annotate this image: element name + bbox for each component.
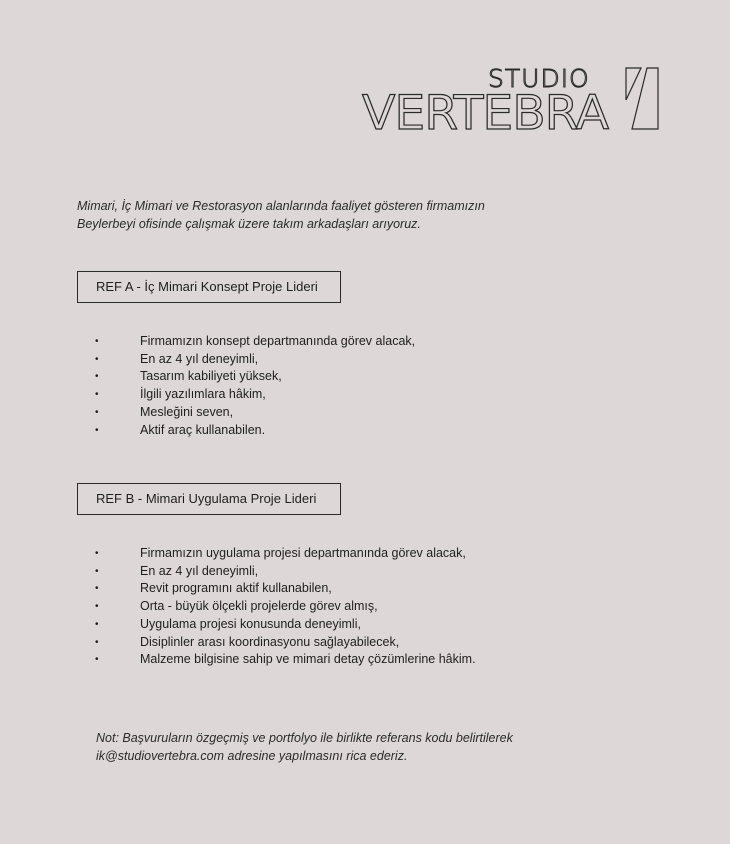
list-item: • Malzeme bilgisine sahip ve mimari detay çözümlerine hâkim.: [90, 651, 476, 669]
bullet-icon: •: [95, 406, 99, 418]
logo-triangle-small-icon: [626, 68, 641, 100]
list-item: • Orta - büyük ölçekli projelerde görev almış,: [90, 598, 476, 616]
bullet-icon: •: [95, 583, 99, 595]
list-item: • Disiplinler arası koordinasyonu sağlayabilecek,: [90, 634, 476, 652]
list-item: • Aktif araç kullanabilen.: [90, 422, 415, 440]
logo-vertebra-text: VERTEBRA: [362, 86, 609, 134]
application-note: [96, 729, 616, 765]
bullet-icon: •: [95, 565, 99, 577]
note-line-1: Not: Başvuruların özgeçmiş ve portfolyo ile birlikte referans kodu belirtilerek: [96, 731, 513, 745]
studio-vertebra-logo: [360, 64, 662, 134]
note-line-2-rest: adresine yapılmasını rica ederiz.: [224, 749, 408, 763]
bullet-icon: •: [95, 654, 99, 666]
bullet-icon: •: [95, 424, 99, 436]
ref-b-requirements-list: [90, 545, 476, 669]
logo-triangle-large-icon: [632, 68, 658, 129]
bullet-icon: •: [95, 371, 99, 383]
bullet-icon: •: [95, 353, 99, 365]
list-item: • En az 4 yıl deneyimli,: [90, 563, 476, 581]
intro-line-2: Beylerbeyi ofisinde çalışmak üzere takım arkadaşları arıyoruz.: [77, 217, 421, 231]
list-item: • Tasarım kabiliyeti yüksek,: [90, 368, 415, 386]
ref-a-title: REF A - İç Mimari Konsept Proje Lideri: [77, 271, 341, 303]
note-line-2: [96, 747, 616, 765]
contact-email-link[interactable]: ik@studiovertebra.com: [96, 749, 225, 763]
bullet-icon: •: [95, 601, 99, 613]
list-item: • Firmamızın konsept departmanında görev alacak,: [90, 333, 415, 351]
list-item: • Revit programını aktif kullanabilen,: [90, 580, 476, 598]
bullet-icon: •: [95, 389, 99, 401]
bullet-icon: •: [95, 636, 99, 648]
list-item: • Mesleğini seven,: [90, 404, 415, 422]
list-item: • En az 4 yıl deneyimli,: [90, 351, 415, 369]
ref-a-requirements-list: [90, 333, 415, 439]
list-item: • Firmamızın uygulama projesi departmanında görev alacak,: [90, 545, 476, 563]
bullet-icon: •: [95, 548, 99, 559]
intro-line-1: Mimari, İç Mimari ve Restorasyon alanlarında faaliyet gösteren firmamızın: [77, 199, 485, 213]
list-item: • İlgili yazılımlara hâkim,: [90, 386, 415, 404]
intro-text: [77, 197, 637, 233]
list-item: • Uygulama projesi konusunda deneyimli,: [90, 616, 476, 634]
ref-b-title: REF B - Mimari Uygulama Proje Lideri: [77, 483, 341, 515]
logo-studio-text: STUDIO: [488, 64, 590, 93]
bullet-icon: •: [95, 336, 99, 347]
bullet-icon: •: [95, 618, 99, 630]
